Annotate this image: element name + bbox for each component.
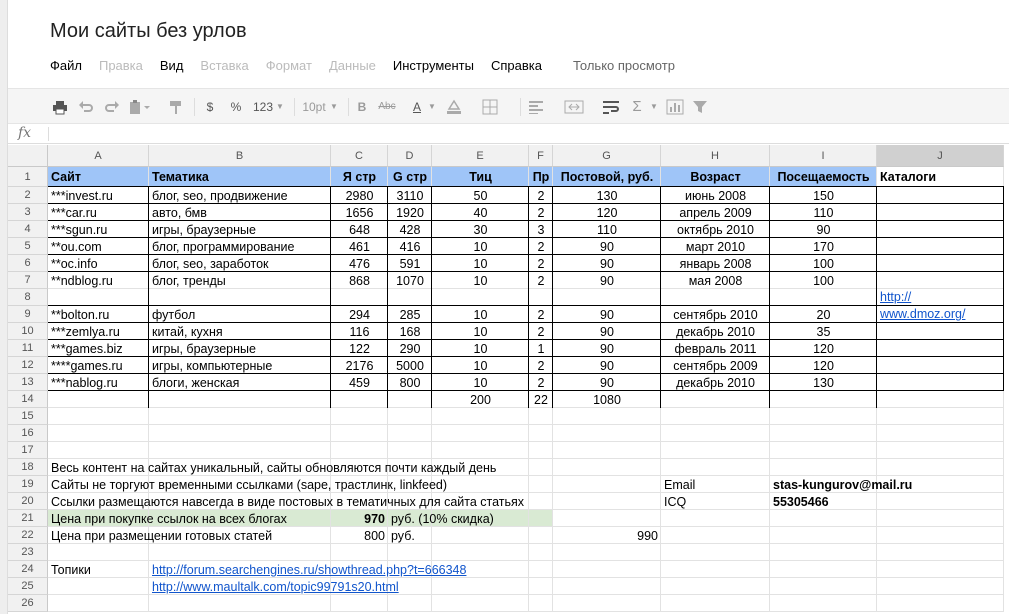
insert-chart-icon [666, 98, 684, 116]
row-header-9[interactable]: 9 [8, 306, 48, 323]
table-cell[interactable]: ***car.ru [51, 206, 97, 220]
column-header-h[interactable]: H [661, 145, 770, 167]
table-cell[interactable]: 10 [473, 359, 488, 373]
note-permanent-links: Ссылки размещаются навсегда в виде постовых в тематичных для сайта статьях [51, 495, 525, 509]
column-title: Возраст [690, 170, 741, 184]
menu-help[interactable]: Справка [490, 58, 542, 73]
table-cell[interactable]: апрель 2009 [679, 206, 752, 220]
table-cell[interactable]: 2 [537, 308, 545, 322]
row-header-3[interactable]: 3 [8, 204, 48, 221]
table-cell[interactable]: декабрь 2010 [676, 376, 755, 390]
table-cell[interactable]: 10 [473, 240, 488, 254]
table-cell[interactable]: 116 [349, 325, 370, 339]
table-cell[interactable]: игры, компьютерные [152, 359, 273, 373]
percent-format-button[interactable]: % [230, 100, 242, 114]
row-header-18[interactable]: 18 [8, 459, 48, 476]
table-border-h [48, 356, 1004, 357]
table-border-v [1003, 186, 1004, 390]
row-header-5[interactable]: 5 [8, 238, 48, 255]
table-cell[interactable]: 2 [537, 257, 545, 271]
filter-icon [692, 98, 708, 116]
gridline-horizontal [48, 424, 1004, 425]
table-cell[interactable]: 648 [349, 223, 370, 237]
table-cell[interactable]: ***games.biz [51, 342, 123, 356]
gridline-horizontal [48, 441, 1004, 442]
row-header-21[interactable]: 21 [8, 510, 48, 527]
column-header-g[interactable]: G [553, 145, 661, 167]
catalog-link-line2[interactable]: www.dmoz.org/ [880, 307, 966, 321]
note-unique-content: Весь контент на сайтах уникальный, сайты обновляются почти каждый день [51, 461, 497, 475]
redo-icon [104, 98, 120, 116]
gridline-horizontal [48, 560, 1004, 561]
table-cell[interactable]: 2 [537, 206, 545, 220]
gridline-horizontal [48, 288, 1004, 289]
table-cell[interactable]: 100 [813, 257, 834, 271]
row-header-13[interactable]: 13 [8, 374, 48, 391]
table-cell[interactable]: 120 [813, 342, 834, 356]
table-cell[interactable]: декабрь 2010 [676, 325, 755, 339]
bold-button: B [357, 100, 367, 114]
icq-value[interactable]: 55305466 [773, 495, 829, 509]
table-cell[interactable]: 90 [600, 359, 614, 373]
row-header-20[interactable]: 20 [8, 493, 48, 510]
gridline-horizontal [48, 594, 1004, 595]
row-header-7[interactable]: 7 [8, 272, 48, 289]
wrap-text-icon[interactable] [602, 98, 620, 116]
table-cell[interactable]: 5000 [396, 359, 424, 373]
column-header-e[interactable]: E [432, 145, 529, 167]
column-title: Тиц [469, 170, 492, 184]
table-cell[interactable]: 3 [537, 223, 545, 237]
table-cell[interactable]: игры, браузерные [152, 342, 256, 356]
table-cell[interactable]: январь 2008 [679, 257, 752, 271]
table-cell[interactable]: ***zemlya.ru [51, 325, 120, 339]
table-cell[interactable]: китай, кухня [152, 325, 223, 339]
table-cell[interactable]: 120 [596, 206, 618, 220]
table-cell[interactable]: блоги, женская [152, 376, 240, 390]
table-cell[interactable]: 168 [399, 325, 421, 339]
table-cell[interactable]: авто, бмв [152, 206, 207, 220]
g22-value[interactable]: 990 [637, 529, 658, 543]
font-size-select[interactable]: 10pt [302, 100, 326, 114]
table-border-h [48, 237, 1004, 238]
table-cell[interactable]: игры, браузерные [152, 223, 256, 237]
table-cell[interactable]: 90 [600, 308, 614, 322]
note-no-temporary-links: Сайты не торгуют временными ссылками (sape, трастлинк, linkfeed) [51, 478, 448, 492]
column-title: G стр [393, 170, 427, 184]
table-cell[interactable]: ****games.ru [51, 359, 123, 373]
table-cell[interactable]: 90 [600, 325, 614, 339]
currency-format-button[interactable]: $ [206, 100, 214, 114]
topic-link-maultalk[interactable]: http://www.maultalk.com/topic99791s20.html [152, 580, 399, 594]
row-header-24[interactable]: 24 [8, 561, 48, 578]
menu-tools[interactable]: Инструменты [392, 58, 474, 73]
table-cell[interactable]: 459 [349, 376, 370, 390]
price-articles-label: Цена при размещении готовых статей [51, 529, 273, 543]
topic-link-searchengines[interactable]: http://forum.searchengines.ru/showthread.php?t=666348 [152, 563, 467, 577]
topics-label: Топики [51, 563, 91, 577]
borders-icon [482, 98, 498, 116]
table-cell[interactable]: 1920 [396, 206, 424, 220]
total-pr: 22 [534, 393, 548, 407]
view-only-indicator: Только просмотр [572, 58, 675, 73]
column-header-b[interactable]: B [149, 145, 331, 167]
row-header-16[interactable]: 16 [8, 425, 48, 442]
functions-icon: Σ [632, 98, 642, 115]
table-border-h [48, 305, 1004, 306]
table-cell[interactable]: 2 [537, 376, 545, 390]
table-cell[interactable]: февраль 2011 [674, 342, 757, 356]
table-cell[interactable]: блог, seo, заработок [152, 257, 269, 271]
table-cell[interactable]: 90 [600, 342, 614, 356]
menu-format: Формат [265, 58, 312, 73]
table-cell[interactable]: сентябрь 2009 [673, 359, 758, 373]
merge-cells-icon [564, 98, 584, 116]
table-cell[interactable]: октябрь 2010 [677, 223, 754, 237]
undo-icon [78, 98, 94, 116]
column-title: Каталоги [880, 170, 937, 184]
table-border-h [48, 271, 1004, 272]
table-cell[interactable]: 10 [473, 376, 488, 390]
table-cell[interactable]: 122 [349, 342, 370, 356]
table-cell[interactable]: **oc.info [51, 257, 98, 271]
row-header-2[interactable]: 2 [8, 187, 48, 204]
formula-bar [8, 124, 1009, 144]
table-cell[interactable]: 2 [537, 189, 545, 203]
table-cell[interactable]: 90 [600, 257, 614, 271]
table-cell[interactable]: 90 [600, 274, 614, 288]
row-header-8[interactable]: 8 [8, 289, 48, 306]
table-cell[interactable]: 10 [473, 274, 488, 288]
email-value[interactable]: stas-kungurov@mail.ru [773, 478, 913, 492]
price-articles-unit: руб. [391, 529, 415, 543]
row-header-12[interactable]: 12 [8, 357, 48, 374]
table-cell[interactable]: ***sgun.ru [51, 223, 108, 237]
table-cell[interactable]: 170 [813, 240, 834, 254]
chevron-down-icon: ▼ [650, 102, 658, 111]
text-color-button[interactable]: A [412, 100, 421, 114]
table-cell[interactable]: блог, программирование [152, 240, 295, 254]
table-cell[interactable]: 1070 [396, 274, 424, 288]
table-cell[interactable]: ***nablog.ru [51, 376, 118, 390]
menu-edit: Правка [98, 58, 143, 73]
table-border-h [48, 203, 1004, 204]
table-cell[interactable]: 110 [813, 206, 834, 220]
column-header-f[interactable]: F [529, 145, 553, 167]
row-header-22[interactable]: 22 [8, 527, 48, 544]
icq-label: ICQ [664, 495, 687, 509]
column-title: Сайт [51, 170, 81, 184]
table-cell[interactable]: **ou.com [51, 240, 102, 254]
table-border-h [48, 220, 1004, 221]
column-header-i[interactable]: I [770, 145, 877, 167]
menu-bar [50, 58, 692, 76]
table-cell[interactable]: мая 2008 [688, 274, 743, 288]
table-border-h [48, 322, 1004, 323]
row-header-10[interactable]: 10 [8, 323, 48, 340]
table-cell[interactable]: 1 [537, 342, 545, 356]
column-title: Пр [532, 170, 550, 184]
column-header-c[interactable]: C [331, 145, 388, 167]
table-cell[interactable]: 30 [473, 223, 488, 237]
row-header-19[interactable]: 19 [8, 476, 48, 493]
table-cell[interactable]: блог, тренды [152, 274, 226, 288]
table-border-h [48, 186, 1004, 187]
table-cell[interactable]: 2 [537, 274, 545, 288]
document-title[interactable]: Мои сайты без урлов [50, 20, 247, 42]
table-cell[interactable]: **bolton.ru [51, 308, 110, 322]
chevron-down-icon: ▼ [276, 102, 284, 111]
gridline-horizontal [48, 458, 1004, 459]
table-border-h [48, 390, 1004, 391]
row-header-4[interactable]: 4 [8, 221, 48, 238]
table-cell[interactable]: 120 [813, 359, 834, 373]
table-cell[interactable]: 90 [600, 376, 614, 390]
paste-icon [128, 98, 150, 116]
table-cell[interactable]: 150 [813, 189, 834, 203]
table-cell[interactable]: 290 [399, 342, 421, 356]
table-cell[interactable]: 10 [473, 342, 488, 356]
table-cell[interactable]: 20 [816, 308, 831, 322]
column-header-a[interactable]: A [48, 145, 149, 167]
table-cell[interactable]: футбол [152, 308, 196, 322]
price-all-blogs-label: Цена при покупке ссылок на всех блогах [51, 512, 287, 526]
gridline-horizontal [48, 509, 1004, 510]
row-header-23[interactable]: 23 [8, 544, 48, 561]
table-cell[interactable]: **ndblog.ru [51, 274, 113, 288]
align-left-icon [528, 98, 544, 116]
fx-icon: fx [18, 125, 32, 141]
table-cell[interactable]: 10 [473, 325, 488, 339]
gridline-horizontal [48, 407, 1004, 408]
table-cell[interactable]: 40 [473, 206, 488, 220]
total-post: 1080 [593, 393, 621, 407]
gridline-horizontal [48, 526, 1004, 527]
row-header-6[interactable]: 6 [8, 255, 48, 272]
chevron-down-icon: ▼ [428, 102, 436, 111]
table-cell[interactable]: сентябрь 2010 [673, 308, 758, 322]
row-header-15[interactable]: 15 [8, 408, 48, 425]
table-cell[interactable]: 2 [537, 240, 545, 254]
chevron-down-icon: ▼ [330, 102, 338, 111]
table-cell[interactable]: 35 [816, 325, 831, 339]
row-header-14[interactable]: 14 [8, 391, 48, 408]
table-cell[interactable]: ***invest.ru [51, 189, 113, 203]
price-all-blogs-value[interactable]: 970 [364, 512, 385, 526]
column-header-j[interactable]: J [877, 145, 1004, 167]
table-cell[interactable]: блог, seo, продвижение [152, 189, 288, 203]
menu-data: Данные [328, 58, 376, 73]
column-title: Посещаемость [777, 170, 870, 184]
table-cell[interactable]: 285 [399, 308, 421, 322]
catalog-link-line1[interactable]: http:// [880, 290, 912, 304]
table-border-h [48, 373, 1004, 374]
paint-format-icon [168, 98, 184, 116]
menu-view[interactable]: Вид [159, 58, 184, 73]
price-all-blogs-unit: руб. (10% скидка) [391, 512, 494, 526]
table-cell[interactable]: 416 [399, 240, 421, 254]
menu-file[interactable]: Файл [50, 58, 82, 73]
table-cell[interactable]: 428 [399, 223, 421, 237]
row-header-1[interactable]: 1 [8, 167, 48, 187]
total-tic: 200 [470, 393, 491, 407]
table-cell[interactable]: 1656 [345, 206, 374, 220]
table-cell[interactable]: 50 [473, 189, 488, 203]
table-cell[interactable]: 10 [473, 257, 488, 271]
left-edge-strip [0, 0, 8, 614]
table-cell[interactable]: 90 [600, 240, 614, 254]
gridline-horizontal [48, 475, 1004, 476]
select-all-corner[interactable] [8, 145, 48, 167]
table-border-h [48, 254, 1004, 255]
table-cell[interactable]: 2176 [345, 359, 374, 373]
column-title: Тематика [152, 170, 209, 184]
table-cell[interactable]: 2 [537, 325, 545, 339]
menu-insert: Вставка [200, 58, 249, 73]
toolbar [8, 88, 1009, 124]
table-cell[interactable]: 100 [813, 274, 834, 288]
table-cell[interactable]: 90 [816, 223, 831, 237]
gridline-horizontal [48, 577, 1004, 578]
table-cell[interactable]: март 2010 [685, 240, 746, 254]
print-icon[interactable] [52, 98, 68, 116]
table-cell[interactable]: 130 [813, 376, 834, 390]
column-header-d[interactable]: D [388, 145, 432, 167]
table-cell[interactable]: 2980 [345, 189, 374, 203]
table-cell[interactable]: июнь 2008 [684, 189, 747, 203]
table-cell[interactable]: 800 [399, 376, 421, 390]
table-cell[interactable]: 2 [537, 359, 545, 373]
row-header-17[interactable]: 17 [8, 442, 48, 459]
number-format-button[interactable]: 123 [252, 100, 274, 114]
table-cell[interactable]: 868 [349, 274, 370, 288]
gridline-horizontal [48, 492, 1004, 493]
email-label: Email [664, 478, 696, 492]
column-title: Постовой, руб. [560, 170, 654, 184]
gridline-horizontal [48, 543, 1004, 544]
strikethrough-button: Abc [378, 101, 396, 112]
table-cell[interactable]: 130 [596, 189, 618, 203]
table-cell[interactable]: 591 [399, 257, 421, 271]
table-cell[interactable]: 110 [597, 223, 617, 237]
table-cell[interactable]: 294 [349, 308, 370, 322]
gridline-horizontal [48, 611, 1004, 612]
column-title: Я стр [342, 170, 377, 184]
fill-color-icon [446, 98, 462, 116]
table-cell[interactable]: 10 [473, 308, 488, 322]
table-cell[interactable]: 3110 [396, 189, 424, 203]
row-header-26[interactable]: 26 [8, 595, 48, 612]
table-cell[interactable]: 476 [349, 257, 370, 271]
row-header-25[interactable]: 25 [8, 578, 48, 595]
row-header-11[interactable]: 11 [8, 340, 48, 357]
table-cell[interactable]: 461 [349, 240, 370, 254]
price-articles-value[interactable]: 800 [364, 529, 385, 543]
table-border-h [48, 339, 1004, 340]
